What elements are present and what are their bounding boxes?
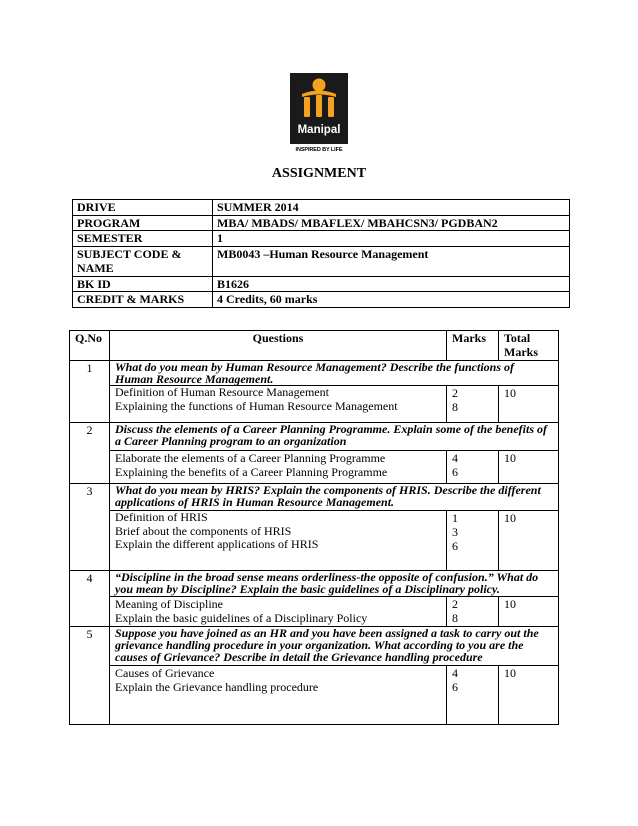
question-number: 3 xyxy=(70,484,110,571)
info-value: MB0043 –Human Resource Management xyxy=(213,246,570,276)
question-row xyxy=(70,423,559,451)
header-qno: Q.No xyxy=(70,331,110,361)
info-row xyxy=(73,231,570,247)
part-mark: 3 xyxy=(452,525,458,540)
manipal-emblem-icon xyxy=(290,73,348,125)
info-key: SUBJECT CODE & NAME xyxy=(73,246,213,276)
part-marks xyxy=(447,386,499,423)
question-part: Definition of Human Resource Management xyxy=(115,385,329,399)
table-header-row xyxy=(70,331,559,361)
question-number: 2 xyxy=(70,423,110,484)
question-part: Explaining the benefits of a Career Planning Programme xyxy=(115,465,388,480)
info-key: PROGRAM xyxy=(73,215,213,231)
header-marks: Marks xyxy=(447,331,499,361)
question-part: Meaning of Discipline xyxy=(115,597,223,612)
total-marks: 10 xyxy=(499,666,559,725)
manipal-logo xyxy=(290,73,348,159)
info-value: 4 Credits, 60 marks xyxy=(213,292,570,308)
part-mark: 8 xyxy=(452,611,458,626)
part-mark: 2 xyxy=(452,597,458,612)
question-parts xyxy=(110,451,447,484)
info-row xyxy=(73,246,570,276)
part-marks xyxy=(447,597,499,627)
question-part: Explain the different applications of HRIS xyxy=(115,537,319,552)
question-number: 1 xyxy=(70,361,110,423)
total-marks: 10 xyxy=(499,451,559,484)
question-text: Suppose you have joined as an HR and you have been assigned a task to carry out the grievance handling procedure in your organization. What according to you are the causes of Grievance? Describe in detail the Grievance handling procedure xyxy=(110,627,559,666)
header-questions: Questions xyxy=(110,331,447,361)
part-mark: 2 xyxy=(452,386,458,400)
question-text: Discuss the elements of a Career Planning Programme. Explain some of the benefits of a Career Planning program to an organization xyxy=(110,423,559,451)
question-part: Explain the Grievance handling procedure xyxy=(115,680,319,695)
question-row xyxy=(70,361,559,386)
logo-name: Manipal xyxy=(297,124,341,136)
info-key: CREDIT & MARKS xyxy=(73,292,213,308)
part-marks xyxy=(447,666,499,725)
header-total-marks: Total Marks xyxy=(499,331,559,361)
part-marks xyxy=(447,451,499,484)
info-value: B1626 xyxy=(213,276,570,292)
question-parts-row xyxy=(70,386,559,423)
question-parts xyxy=(110,666,447,725)
info-key: BK ID xyxy=(73,276,213,292)
question-part: Explain the basic guidelines of a Disciplinary Policy xyxy=(115,611,368,626)
question-part: Causes of Grievance xyxy=(115,666,215,681)
question-parts xyxy=(110,511,447,571)
question-text: “Discipline in the broad sense means orderliness-the opposite of confusion.” What do you mean by Discipline? Explain the basic guidelines of a Disciplinary policy. xyxy=(110,571,559,597)
question-part: Brief about the components of HRIS xyxy=(115,523,292,538)
info-value: MBA/ MBADS/ MBAFLEX/ MBAHCSN3/ PGDBAN2 xyxy=(213,215,570,231)
part-marks xyxy=(447,511,499,571)
question-part: Elaborate the elements of a Career Planning Programme xyxy=(115,451,386,466)
questions-table xyxy=(69,330,559,725)
info-row xyxy=(73,292,570,308)
total-marks: 10 xyxy=(499,511,559,571)
info-value: 1 xyxy=(213,231,570,247)
question-parts-row xyxy=(70,511,559,571)
question-number: 5 xyxy=(70,627,110,725)
part-mark: 4 xyxy=(452,666,458,681)
part-mark: 4 xyxy=(452,451,458,466)
info-key: SEMESTER xyxy=(73,231,213,247)
info-row xyxy=(73,276,570,292)
question-text: What do you mean by Human Resource Management? Describe the functions of Human Resource Management. xyxy=(110,361,559,386)
part-mark: 6 xyxy=(452,680,458,695)
question-parts-row xyxy=(70,666,559,725)
question-parts xyxy=(110,386,447,423)
part-mark: 6 xyxy=(452,539,458,554)
part-mark: 8 xyxy=(452,400,458,414)
page-title: ASSIGNMENT xyxy=(271,166,367,181)
info-row xyxy=(73,215,570,231)
question-row xyxy=(70,627,559,666)
question-parts-row xyxy=(70,451,559,484)
question-text: What do you mean by HRIS? Explain the components of HRIS. Describe the different applications of HRIS in Human Resource Management. xyxy=(110,484,559,511)
question-parts-row xyxy=(70,597,559,627)
question-part: Explaining the functions of Human Resource Management xyxy=(115,398,398,413)
info-value: SUMMER 2014 xyxy=(213,200,570,216)
question-row xyxy=(70,571,559,597)
total-marks: 10 xyxy=(499,386,559,423)
part-mark: 1 xyxy=(452,511,458,526)
question-number: 4 xyxy=(70,571,110,627)
assignment-info-table xyxy=(72,199,570,308)
question-parts xyxy=(110,597,447,627)
question-row xyxy=(70,484,559,511)
part-mark: 6 xyxy=(452,465,458,480)
question-part: Definition of HRIS xyxy=(115,510,208,525)
info-key: DRIVE xyxy=(73,200,213,216)
logo-mark xyxy=(290,73,348,144)
info-row xyxy=(73,200,570,216)
total-marks: 10 xyxy=(499,597,559,627)
logo-tagline: INSPIRED BY LIFE xyxy=(295,147,343,153)
